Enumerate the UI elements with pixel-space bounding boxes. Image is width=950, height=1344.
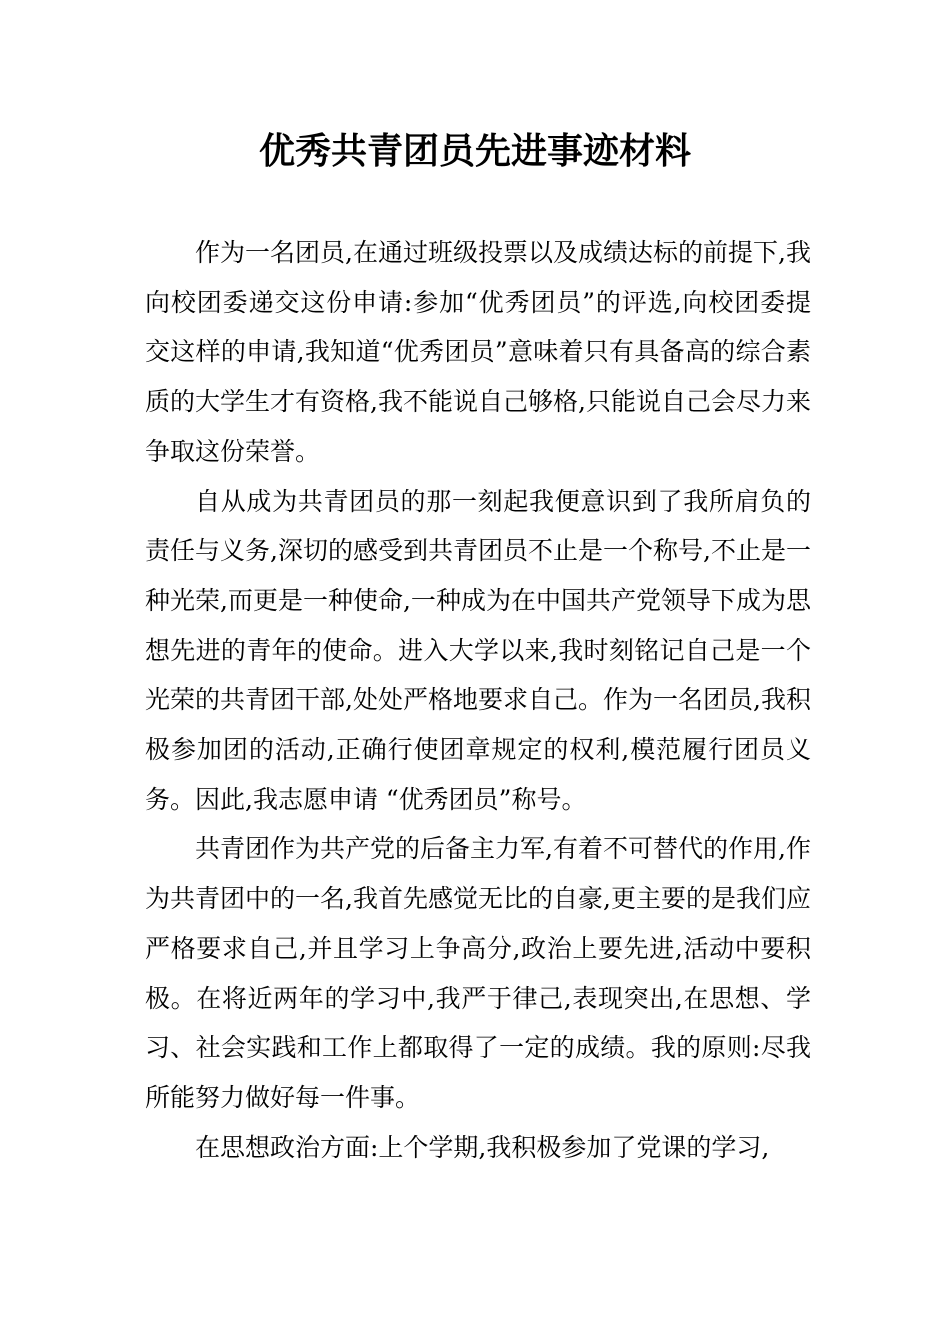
paragraph-3: 共青团作为共产党的后备主力军,有着不可替代的作用,作为共青团中的一名,我首先感觉无比的自豪,更主要的是我们应严格要求自己,并且学习上争高分,政治上要先进,活动中要积极。在将近两年的学习中,我严于律己,表现突出,在思想、学习、社会实践和工作上都取得了一定的成绩。我的原则:尽我所能努力做好每一件事。	[145, 834, 811, 1112]
document-title: 优秀共青团员先进事迹材料	[258, 131, 691, 172]
paragraph-2: 自从成为共青团员的那一刻起我便意识到了我所肩负的责任与义务,深切的感受到共青团员不止是一个称号,不止是一种光荣,而更是一种使命,一种成为在中国共产党领导下成为思想先进的青年的使命。进入大学以来,我时刻铭记自己是一个光荣的共青团干部,处处严格地要求自己。作为一名团员,我积极参加团的活动,正确行使团章规定的权利,模范履行团员义务。因此,我志愿申请 “优秀团员”称号。	[145, 486, 811, 814]
document-body	[145, 228, 811, 1172]
paragraph-1: 作为一名团员,在通过班级投票以及成绩达标的前提下,我向校团委递交这份申请:参加“优秀团员”的评选,向校团委提交这样的申请,我知道“优秀团员”意味着只有具备高的综合素质的大学生才有资格,我不能说自己够格,只能说自己会尽力来争取这份荣誉。	[145, 238, 811, 466]
paragraph-4: 在思想政治方面:上个学期,我积极参加了党课的学习,	[195, 1132, 770, 1162]
